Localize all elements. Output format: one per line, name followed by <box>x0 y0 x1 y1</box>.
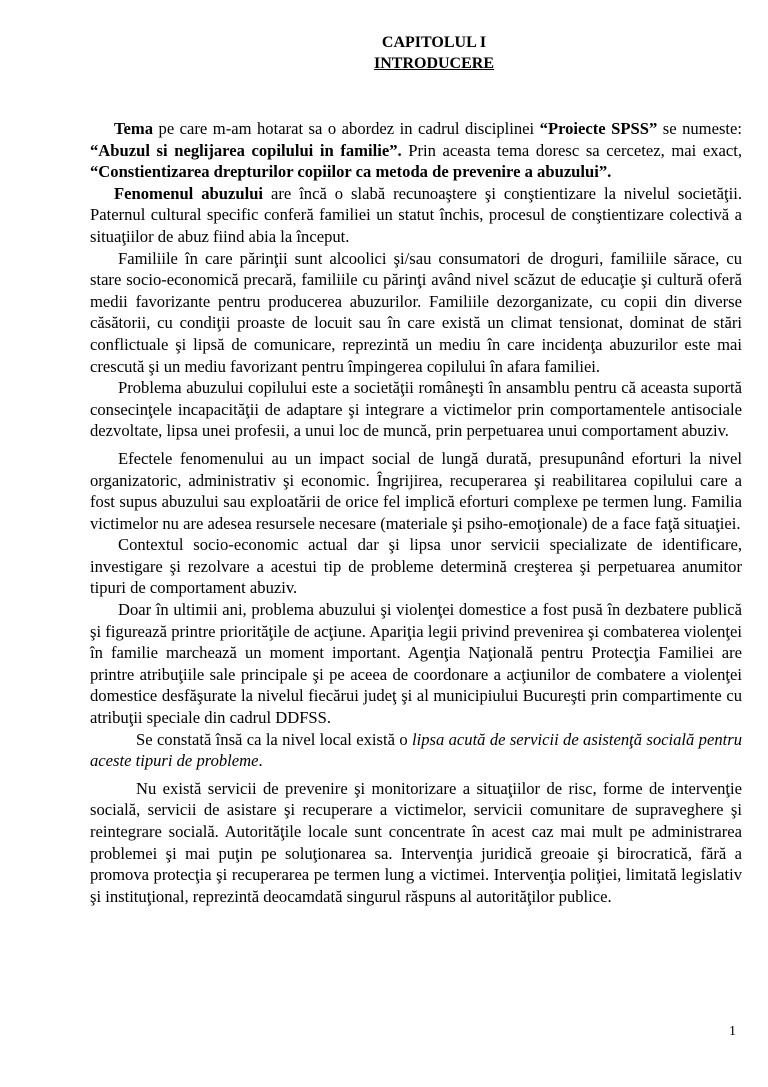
text-run: are încă o slabă recunoaştere şi conştientizare la nivelul societăţii. Paternul cultural specific conferă familiei un statut închis, procesul de conştientizare colectivă a situaţiilor de abuz fiind abia la început. <box>90 183 742 246</box>
bold-term: Fenomenul abuzului <box>114 183 264 203</box>
bold-term: “Abuzul si neglijarea copilului in familie”. <box>90 140 402 160</box>
text-run: se numeste: <box>657 119 742 138</box>
italic-phrase: lipsa acută de servicii de asistenţă socială pentru aceste tipuri de probleme <box>90 729 742 771</box>
paragraph-context: Contextul socio-economic actual dar şi lipsa unor servicii specializate de identificare, investigare şi rezolvare a acestui tip de probleme determină creşterea şi perpetuarea anumitor tipuri de comportament abuziv. <box>90 535 742 598</box>
paragraph-recent-years: Doar în ultimii ani, problema abuzului şi violenţei domestice a fost pusă în dezbatere publică şi figurează printre priorităţile de acţiune. Apariţia legii privind prevenirea şi combaterea violenţei în familie marchează un moment important. Agenţia Naţională pentru Protecţia Familiei are printre atribuţiile sale principale şi pe aceea de coordonare a acţiunilor de combatere a violenţei domestice desfăşurate la nivelul fiecărui judeţ şi al municipiului Bucureşti prin compartimente cu atribuţii speciale din cadrul DDFSS. <box>90 600 742 728</box>
paragraph-phenomenon <box>90 183 742 248</box>
paragraph-families: Familiile în care părinţii sunt alcoolici şi/sau consumatori de droguri, familiile sărace, cu stare socio-economică precară, familiile cu părinţi având nivel scăzut de educaţie şi cultură oferă medii favorizante pentru producerea abuzurilor. Familiile dezorganizate, cu copii din diverse căsătorii, cu condiţii proaste de locuit sau în care există un climat tensionat, dominat de stări conflictuale şi lipsă de comunicare, reprezintă un mediu în care incidenţa abuzurilor este mai crescută şi un mediu favorizant pentru împingerea copilului în afara familiei. <box>90 248 742 376</box>
paragraph-no-services: Nu există servicii de prevenire şi monitorizare a situaţiilor de risc, forme de intervenţie socială, servicii de asistare şi recuperare a victimelor, servicii comunitare de supraveghere şi reintegrare socială. Autorităţile locale sunt concentrate în acest caz mai mult pe administrarea problemei şi mai puţin pe soluţionarea sa. Intervenţia juridică greoaie şi birocratică, fără a promova protecţia şi recuperarea pe termen lung a victimei. Intervenţia poliţiei, limitată legislativ şi instituţional, reprezintă deocamdată singurul răspuns al autorităţilor publice. <box>90 778 742 906</box>
chapter-label: CAPITOLUL I <box>381 34 487 51</box>
page-number: 1 <box>729 1024 736 1039</box>
chapter-header <box>0 32 768 74</box>
bold-term: “Proiecte SPSS” <box>539 119 658 138</box>
paragraph-problem: Problema abuzului copilului este a societăţii româneşti în ansamblu pentru că aceasta suportă consecinţele incapacităţii de adaptare şi integrare a victimelor prin comportamentele antisociale dezvoltate, lipsa unei profesii, a unui loc de muncă, prin perpetuarea unui comportament abuziv. <box>90 378 742 441</box>
text-run: pe care m-am hotarat sa o abordez in cadrul disciplinei <box>153 119 540 138</box>
bold-term: Tema <box>114 119 154 138</box>
text-run: . <box>258 751 263 771</box>
text-run: Se constată însă ca la nivel local există o <box>136 729 412 749</box>
paragraph-topic <box>90 118 742 183</box>
paragraph-local-level <box>90 729 742 772</box>
text-run: Prin aceasta tema doresc sa cercetez, mai exact, <box>401 140 742 160</box>
document-body <box>90 118 742 907</box>
chapter-title: INTRODUCERE <box>373 55 494 72</box>
bold-term: “Constientizarea drepturilor copiilor ca metoda de prevenire a abuzului”. <box>90 162 612 182</box>
paragraph-effects: Efectele fenomenului au un impact social de lungă durată, presupunând eforturi la nivel organizatoric, administrativ şi economic. Îngrijirea, recuperarea şi reabilitarea copilului care a fost supus abuzului sau exploatării de orice fel implică eforturi complexe pe termen lung. Familia victimelor nu are adesea resursele necesare (materiale şi psiho-emoţionale) de a face faţă situaţiei. <box>90 448 742 533</box>
